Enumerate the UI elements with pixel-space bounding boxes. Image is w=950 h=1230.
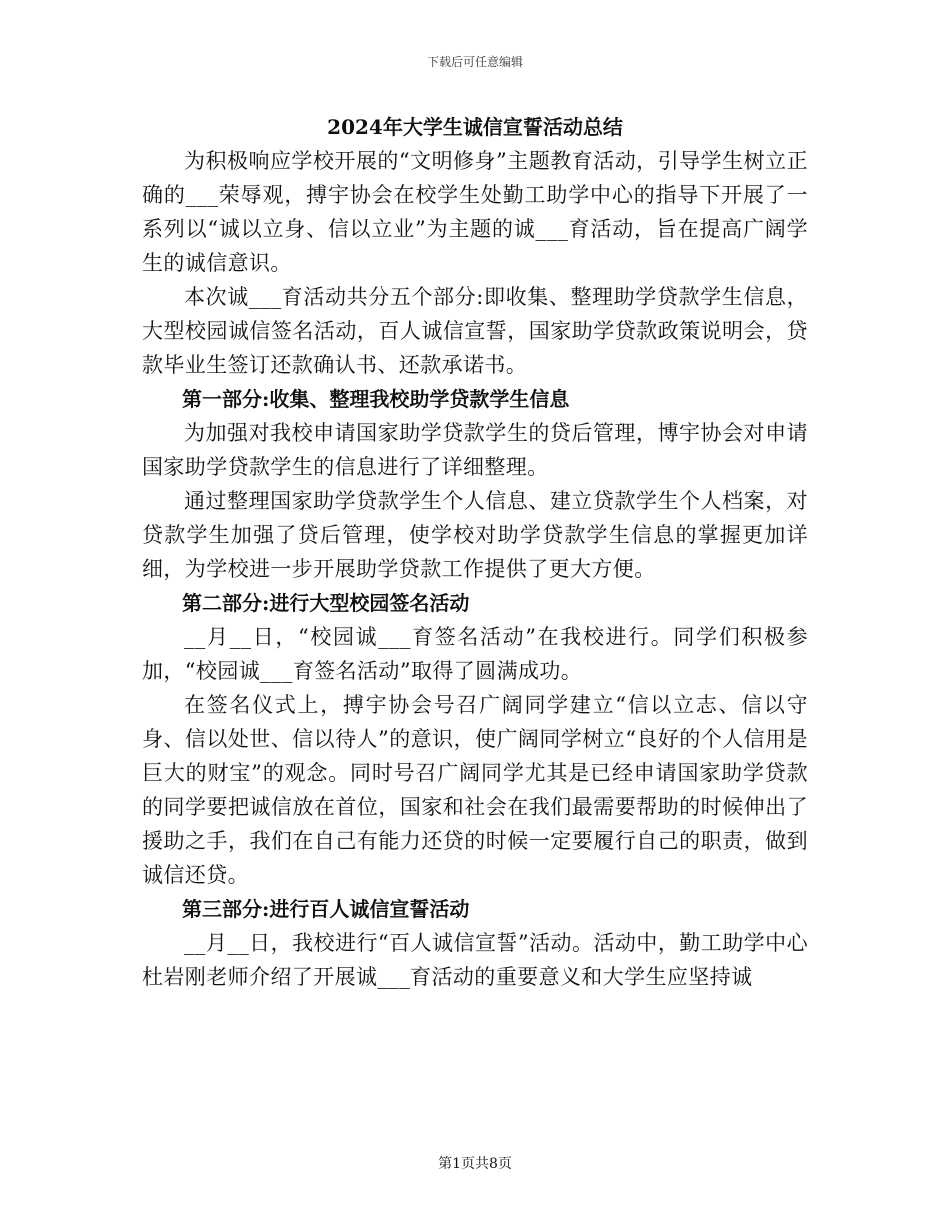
header-note: 下载后可任意编辑 bbox=[426, 55, 523, 69]
paragraph-section1-a: 为加强对我校申请国家助学贷款学生的贷后管理，博宇协会对申请国家助学贷款学生的信息进行了详细整理。 bbox=[142, 421, 808, 479]
paragraph-section3-a: __月__日，我校进行“百人诚信宣誓”活动。活动中，勤工助学中心杜岩刚老师介绍了开展诚___育活动的重要意义和大学生应坚持诚 bbox=[142, 931, 808, 989]
page-number: 第1页共8页 bbox=[438, 1156, 512, 1172]
paragraph-section2-a: __月__日，“校园诚___育签名活动”在我校进行。同学们积极参加，“校园诚___育签名活动”取得了圆满成功。 bbox=[142, 625, 808, 683]
section-heading-3: 第三部分:进行百人诚信宣誓活动 bbox=[182, 897, 470, 921]
document-body bbox=[142, 110, 808, 994]
paragraph-section1-b: 通过整理国家助学贷款学生个人信息、建立贷款学生个人档案，对贷款学生加强了贷后管理，使学校对助学贷款学生信息的掌握更加详细，为学校进一步开展助学贷款工作提供了更大方便。 bbox=[142, 489, 808, 581]
paragraph-overview: 本次诚___育活动共分五个部分:即收集、整理助学贷款学生信息，大型校园诚信签名活动，百人诚信宣誓，国家助学贷款政策说明会，贷款毕业生签订还款确认书、还款承诺书。 bbox=[142, 285, 808, 377]
section-heading-2: 第二部分:进行大型校园签名活动 bbox=[182, 591, 470, 615]
section-heading-1: 第一部分:收集、整理我校助学贷款学生信息 bbox=[182, 387, 570, 411]
paragraph-intro: 为积极响应学校开展的“文明修身”主题教育活动，引导学生树立正确的___荣辱观，搏宇协会在校学生处勤工助学中心的指导下开展了一系列以“诚以立身、信以立业”为主题的诚___育活动，旨在提高广阔学生的诚信意识。 bbox=[142, 149, 808, 275]
paragraph-section2-b: 在签名仪式上，搏宇协会号召广阔同学建立“信以立志、信以守身、信以处世、信以待人”的意识，使广阔同学树立“良好的个人信用是巨大的财宝”的观念。同时号召广阔同学尤其是已经申请国家助学贷款的同学要把诚信放在首位，国家和社会在我们最需要帮助的时候伸出了援助之手，我们在自己有能力还贷的时候一定要履行自己的职责，做到诚信还贷。 bbox=[142, 693, 808, 887]
document-title: 2024年大学生诚信宣誓活动总结 bbox=[327, 115, 623, 139]
